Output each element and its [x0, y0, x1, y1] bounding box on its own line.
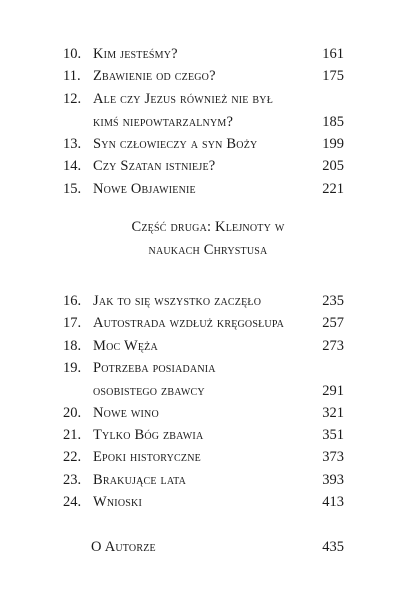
entry-number: 15.	[63, 181, 82, 197]
entry-page-number: 199	[322, 136, 344, 152]
entry-title: Wnioski	[93, 494, 142, 510]
toc-entry-continuation	[93, 111, 344, 133]
entry-page-number: 257	[322, 315, 344, 331]
toc-entry	[63, 424, 344, 446]
entry-page-number: 435	[322, 539, 344, 555]
entry-page-number: 291	[322, 383, 344, 399]
entry-title: Epoki historyczne	[93, 449, 201, 465]
entry-number: 10.	[63, 46, 82, 62]
entry-page-number: 235	[322, 293, 344, 309]
entry-title: Ale czy Jezus również nie był	[93, 91, 274, 107]
toc-entry	[63, 290, 344, 312]
entry-title: Autostrada wzdłuż kręgosłupa	[93, 315, 285, 331]
entry-title: Syn człowieczy a syn Boży	[93, 136, 258, 152]
entry-title: osobistego zbawcy	[93, 383, 205, 399]
entry-number: 19.	[63, 360, 82, 376]
entry-number: 11.	[63, 68, 81, 84]
toc-entry	[63, 469, 344, 491]
entry-number: 16.	[63, 293, 82, 309]
toc-entry	[63, 178, 344, 200]
entry-title: kimś niepowtarzalnym?	[93, 114, 234, 130]
toc-entry	[63, 155, 344, 177]
entry-number: 21.	[63, 427, 82, 443]
entry-page-number: 413	[322, 494, 344, 510]
entry-page-number: 205	[322, 158, 344, 174]
toc-entry	[63, 491, 344, 513]
entry-title: Jak to się wszystko zaczęło	[93, 293, 262, 309]
entry-title: Moc Węża	[93, 338, 158, 354]
entry-title: Nowe wino	[93, 405, 159, 421]
entry-title: Kim jesteśmy?	[93, 46, 178, 62]
entry-title: Zbawienie od czego?	[93, 68, 216, 84]
entry-number: 13.	[63, 136, 82, 152]
entry-page-number: 175	[322, 68, 344, 84]
entry-title: Brakujące lata	[93, 472, 187, 488]
entry-page-number: 161	[322, 46, 344, 62]
entry-page-number: 221	[322, 181, 344, 197]
section-heading-line2: naukach Chrystusa	[148, 242, 268, 258]
entry-title: O Autorze	[91, 539, 156, 555]
toc-entry-author	[91, 536, 344, 558]
section-heading-line1: Część druga: Klejnoty w	[131, 219, 285, 235]
entry-title: Potrzeba posiadania	[93, 360, 216, 376]
entry-page-number: 321	[322, 405, 344, 421]
entry-number: 20.	[63, 405, 82, 421]
entry-page-number: 273	[322, 338, 344, 354]
entry-number: 22.	[63, 449, 82, 465]
toc-entry	[63, 335, 344, 357]
entry-page-number: 351	[322, 427, 344, 443]
entry-page-number: 185	[322, 114, 344, 130]
entry-number: 18.	[63, 338, 82, 354]
entry-title: Czy Szatan istnieje?	[93, 158, 216, 174]
entry-number: 12.	[63, 91, 82, 107]
entry-number: 17.	[63, 315, 82, 331]
toc-entry	[63, 402, 344, 424]
toc-entry	[63, 65, 344, 87]
entry-title: Tylko Bóg zbawia	[93, 427, 204, 443]
toc-entry	[63, 88, 344, 110]
entry-page-number: 373	[322, 449, 344, 465]
toc-entry	[63, 357, 344, 379]
entry-page-number: 393	[322, 472, 344, 488]
toc-entry	[63, 446, 344, 468]
entry-title: Nowe Objawienie	[93, 181, 196, 197]
toc-entry-continuation	[93, 380, 344, 402]
entry-number: 24.	[63, 494, 82, 510]
toc-entry	[63, 43, 344, 65]
entry-number: 14.	[63, 158, 82, 174]
toc-entry	[63, 312, 344, 334]
toc-entry	[63, 133, 344, 155]
entry-number: 23.	[63, 472, 82, 488]
